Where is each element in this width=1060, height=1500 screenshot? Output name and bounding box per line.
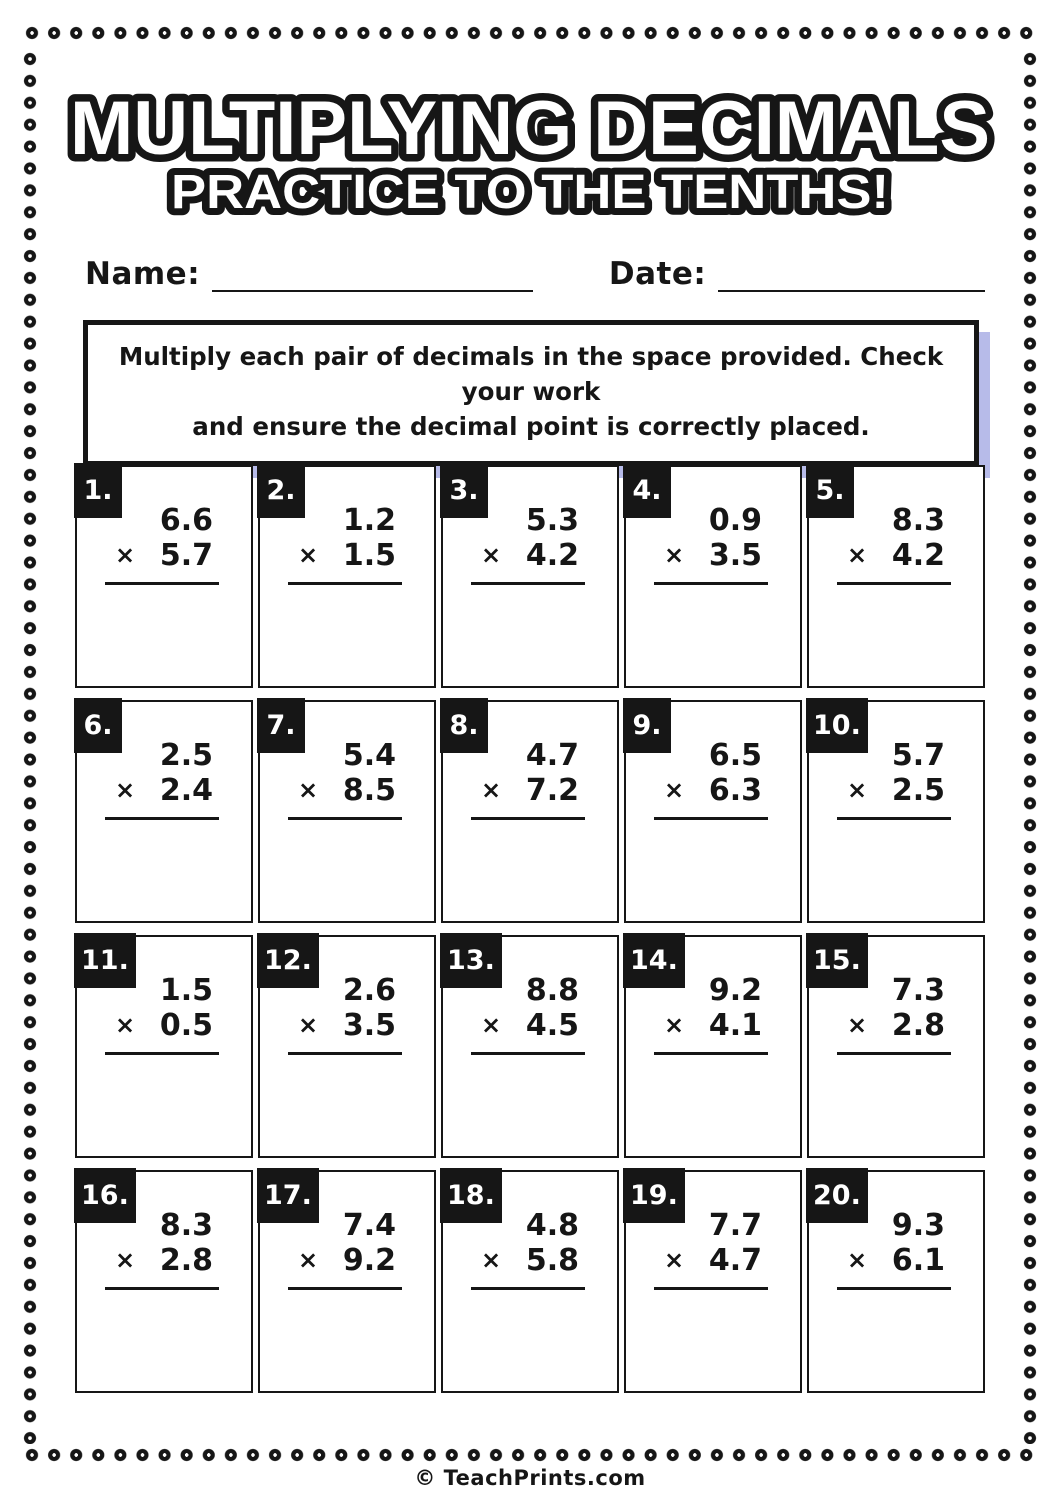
page-title: MULTIPLYING DECIMALS [70, 86, 990, 171]
problems-grid [75, 465, 985, 1393]
multiplication-problem [481, 738, 579, 820]
problem-cell [624, 700, 802, 923]
top-operand: 5.3 [525, 503, 579, 538]
work-space [80, 1300, 248, 1388]
bottom-operand-row [847, 773, 945, 808]
work-space [812, 1065, 980, 1153]
top-operand: 7.7 [708, 1208, 762, 1243]
bottom-operand-row [115, 538, 213, 573]
multiply-sign: × [115, 1246, 136, 1275]
problem-number-badge [623, 933, 685, 988]
multiplication-problem [298, 503, 396, 585]
bottom-operand: 2.8 [159, 1243, 213, 1279]
top-operand: 5.4 [342, 738, 396, 773]
problem-number-badge [257, 463, 305, 518]
problem-number: 2. [266, 475, 296, 506]
bottom-operand-row [481, 1243, 579, 1278]
answer-line [105, 582, 219, 586]
date-blank-line [718, 258, 985, 292]
problem-cell [75, 465, 253, 688]
problem-cell [75, 935, 253, 1158]
answer-line [471, 817, 585, 821]
multiply-sign: × [664, 776, 685, 805]
top-operand: 9.2 [708, 973, 762, 1008]
problem-number-badge [257, 1168, 319, 1223]
multiplication-problem [664, 503, 762, 585]
answer-line [654, 582, 768, 586]
multiply-sign: × [847, 1246, 868, 1275]
problem-cell [441, 1170, 619, 1393]
problem-number: 16. [81, 1180, 129, 1211]
problem-number-badge [74, 1168, 136, 1223]
top-operand: 2.6 [342, 973, 396, 1008]
problem-number-badge [623, 1168, 685, 1223]
problem-number: 18. [447, 1180, 495, 1211]
problem-number: 12. [264, 945, 312, 976]
answer-line [837, 582, 951, 586]
problem-number: 5. [815, 475, 845, 506]
problem-number-badge [74, 698, 122, 753]
work-space [263, 1065, 431, 1153]
bottom-operand: 3.5 [708, 538, 762, 574]
work-space [263, 830, 431, 918]
answer-line [288, 1287, 402, 1291]
date-label: Date: [608, 256, 707, 292]
answer-line [105, 1287, 219, 1291]
top-operand: 8.8 [525, 973, 579, 1008]
bottom-operand: 4.2 [891, 538, 945, 574]
problem-number-badge [806, 698, 868, 753]
work-space [446, 830, 614, 918]
answer-line [654, 1052, 768, 1056]
multiply-sign: × [298, 541, 319, 570]
work-space [629, 830, 797, 918]
multiplication-problem [481, 503, 579, 585]
name-date-row [85, 256, 985, 292]
answer-line [471, 1052, 585, 1056]
answer-line [471, 582, 585, 586]
problem-cell [258, 700, 436, 923]
instructions-line-1: Multiply each pair of decimals in the space provided. Check your work [118, 342, 944, 406]
bottom-operand: 5.7 [159, 538, 213, 574]
problem-cell [441, 700, 619, 923]
multiply-sign: × [847, 1011, 868, 1040]
bottom-operand-row [847, 1008, 945, 1043]
bottom-operand: 2.4 [159, 773, 213, 809]
problem-number-badge [806, 1168, 868, 1223]
answer-line [105, 1052, 219, 1056]
multiply-sign: × [481, 1011, 502, 1040]
multiply-sign: × [115, 541, 136, 570]
work-space [446, 1300, 614, 1388]
name-label: Name: [85, 256, 201, 292]
top-operand: 0.9 [708, 503, 762, 538]
top-operand: 8.3 [159, 1208, 213, 1243]
problem-number: 7. [266, 710, 296, 741]
multiply-sign: × [481, 1246, 502, 1275]
problem-number-badge [440, 698, 488, 753]
work-space [812, 595, 980, 683]
bottom-operand: 5.8 [525, 1243, 579, 1279]
bottom-operand: 4.2 [525, 538, 579, 574]
problem-number-badge [257, 698, 305, 753]
problem-number: 19. [630, 1180, 678, 1211]
answer-line [288, 1052, 402, 1056]
bottom-operand: 1.5 [342, 538, 396, 574]
problem-number: 8. [449, 710, 479, 741]
multiply-sign: × [481, 776, 502, 805]
answer-line [837, 817, 951, 821]
top-operand: 6.6 [159, 503, 213, 538]
multiplication-problem [847, 503, 945, 585]
top-operand: 1.2 [342, 503, 396, 538]
bottom-operand-row [664, 1008, 762, 1043]
multiplication-problem [298, 738, 396, 820]
bottom-operand: 7.2 [525, 773, 579, 809]
answer-line [105, 817, 219, 821]
answer-line [654, 817, 768, 821]
top-operand: 2.5 [159, 738, 213, 773]
top-operand: 9.3 [891, 1208, 945, 1243]
footer-credit: © TeachPrints.com [414, 1466, 646, 1490]
problem-number: 6. [83, 710, 113, 741]
bottom-operand: 2.8 [891, 1008, 945, 1044]
bottom-operand-row [481, 538, 579, 573]
top-operand: 5.7 [891, 738, 945, 773]
problem-cell [258, 1170, 436, 1393]
problem-cell [624, 1170, 802, 1393]
problem-cell [807, 465, 985, 688]
multiplication-problem [115, 503, 213, 585]
work-space [263, 1300, 431, 1388]
problem-cell [807, 1170, 985, 1393]
top-operand: 7.4 [342, 1208, 396, 1243]
work-space [263, 595, 431, 683]
bottom-operand-row [664, 1243, 762, 1278]
bottom-operand: 8.5 [342, 773, 396, 809]
problem-number-badge [257, 933, 319, 988]
problem-number: 9. [632, 710, 662, 741]
bottom-operand-row [481, 1008, 579, 1043]
problem-number: 11. [81, 945, 129, 976]
dotted-border-right [1023, 48, 1037, 1444]
bottom-operand-row [115, 1243, 213, 1278]
bottom-operand: 6.1 [891, 1243, 945, 1279]
subtitle-banner [0, 158, 1060, 224]
bottom-operand-row [664, 538, 762, 573]
multiply-sign: × [298, 1011, 319, 1040]
bottom-operand-row [115, 773, 213, 808]
problem-number-badge [623, 698, 671, 753]
problem-number: 14. [630, 945, 678, 976]
problem-cell [441, 935, 619, 1158]
multiply-sign: × [847, 776, 868, 805]
bottom-operand-row [664, 773, 762, 808]
problem-cell [258, 465, 436, 688]
answer-line [288, 582, 402, 586]
problem-number-badge [440, 933, 502, 988]
problem-number: 17. [264, 1180, 312, 1211]
answer-line [837, 1052, 951, 1056]
problem-number: 4. [632, 475, 662, 506]
multiply-sign: × [115, 776, 136, 805]
multiply-sign: × [664, 541, 685, 570]
bottom-operand: 2.5 [891, 773, 945, 809]
top-operand: 4.8 [525, 1208, 579, 1243]
bottom-operand-row [481, 773, 579, 808]
problem-cell [75, 700, 253, 923]
bottom-operand-row [847, 538, 945, 573]
problem-number: 20. [813, 1180, 861, 1211]
bottom-operand: 3.5 [342, 1008, 396, 1044]
problem-number: 3. [449, 475, 479, 506]
multiply-sign: × [298, 1246, 319, 1275]
bottom-operand: 9.2 [342, 1243, 396, 1279]
top-operand: 8.3 [891, 503, 945, 538]
problem-number-badge [74, 463, 122, 518]
multiply-sign: × [481, 541, 502, 570]
dotted-border-bottom [21, 1448, 1039, 1462]
work-space [446, 595, 614, 683]
answer-line [837, 1287, 951, 1291]
bottom-operand: 6.3 [708, 773, 762, 809]
problem-cell [441, 465, 619, 688]
instructions-line-2: and ensure the decimal point is correctly placed. [192, 411, 870, 441]
bottom-operand-row [298, 773, 396, 808]
problem-cell [624, 465, 802, 688]
problem-cell [258, 935, 436, 1158]
answer-line [471, 1287, 585, 1291]
bottom-operand-row [115, 1008, 213, 1043]
problem-number: 10. [813, 710, 861, 741]
problem-number: 15. [813, 945, 861, 976]
instructions-box [83, 320, 979, 466]
problem-number-badge [440, 463, 488, 518]
work-space [446, 1065, 614, 1153]
bottom-operand: 4.5 [525, 1008, 579, 1044]
problem-number: 13. [447, 945, 495, 976]
top-operand: 4.7 [525, 738, 579, 773]
bottom-operand-row [298, 1243, 396, 1278]
problem-cell [75, 1170, 253, 1393]
work-space [629, 1065, 797, 1153]
problem-cell [807, 935, 985, 1158]
top-operand: 7.3 [891, 973, 945, 1008]
multiplication-problem [115, 738, 213, 820]
answer-line [288, 817, 402, 821]
work-space [80, 1065, 248, 1153]
problem-cell [624, 935, 802, 1158]
work-space [812, 830, 980, 918]
multiply-sign: × [298, 776, 319, 805]
problem-number: 1. [83, 475, 113, 506]
multiplication-problem [664, 738, 762, 820]
multiply-sign: × [664, 1246, 685, 1275]
bottom-operand-row [298, 538, 396, 573]
dotted-border-left [23, 48, 37, 1444]
problem-number-badge [623, 463, 671, 518]
work-space [80, 595, 248, 683]
problem-number-badge [806, 463, 854, 518]
work-space [80, 830, 248, 918]
top-operand: 6.5 [708, 738, 762, 773]
bottom-operand: 4.1 [708, 1008, 762, 1044]
problem-number-badge [440, 1168, 502, 1223]
work-space [812, 1300, 980, 1388]
answer-line [654, 1287, 768, 1291]
problem-number-badge [806, 933, 868, 988]
work-space [629, 1300, 797, 1388]
top-operand: 1.5 [159, 973, 213, 1008]
page-subtitle: PRACTICE TO THE TENTHS! [171, 166, 889, 219]
dotted-border-top [21, 26, 1039, 40]
work-space [629, 595, 797, 683]
name-blank-line [212, 258, 533, 292]
multiply-sign: × [115, 1011, 136, 1040]
multiply-sign: × [847, 541, 868, 570]
bottom-operand: 4.7 [708, 1243, 762, 1279]
bottom-operand-row [847, 1243, 945, 1278]
multiply-sign: × [664, 1011, 685, 1040]
bottom-operand: 0.5 [159, 1008, 213, 1044]
problem-number-badge [74, 933, 136, 988]
bottom-operand-row [298, 1008, 396, 1043]
problem-cell [807, 700, 985, 923]
